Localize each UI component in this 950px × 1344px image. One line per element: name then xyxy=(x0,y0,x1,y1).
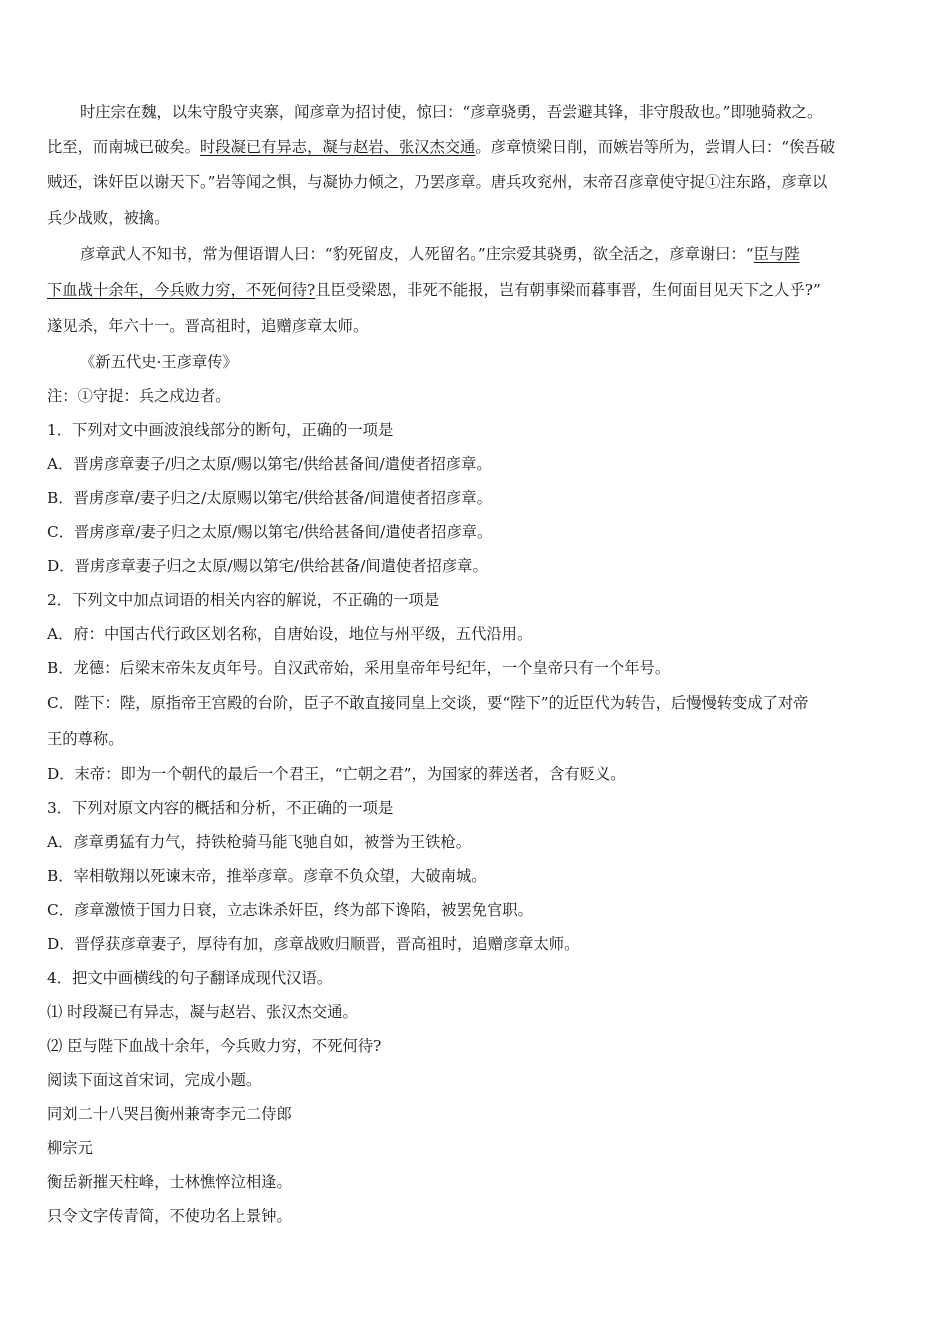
question-2-stem: 2．下列文中加点词语的相关内容的解说，不正确的一项是 xyxy=(47,591,440,609)
question-3-option-c: C．彦章激愤于国力日衰，立志诛杀奸臣，终为部下谗陷，被罢免官职。 xyxy=(47,901,533,919)
passage-note: 注：①守捉：兵之戍边者。 xyxy=(47,387,231,405)
question-1-option-d: D．晋虏彦章妻子归之太原/赐以第宅/供给甚备/间遣使者招彦章。 xyxy=(47,557,488,575)
question-1-option-b: B．晋虏彦章/妻子归之/太原赐以第宅/供给甚备/间遣使者招彦章。 xyxy=(47,489,492,507)
passage-p1-line4: 兵少战败，被擒。 xyxy=(47,209,170,227)
underlined-sentence-1: 时段凝已有异志，凝与赵岩、张汉杰交通 xyxy=(199,138,476,156)
passage-source: 《新五代史·王彦章传》 xyxy=(80,353,238,371)
passage-text: 彦章武人不知书，常为俚语谓人曰：“豹死留皮，人死留名。”庄宗爱其骁勇，欲全活之，彦章谢曰：“ xyxy=(80,245,754,263)
passage-p2-line3: 遂见杀，年六十一。晋高祖时，追赠彦章太师。 xyxy=(47,317,369,335)
question-2-option-c-line2: 王的尊称。 xyxy=(47,730,124,748)
passage-text: 。彦章愤梁日削，而嫉岩等所为，尝谓人曰：“俟吾破 xyxy=(475,138,835,156)
poem-title: 同刘二十八哭吕衡州兼寄李元二侍郎 xyxy=(47,1105,292,1123)
passage-text: 且臣受梁恩，非死不能报，岂有朝事梁而暮事晋，生何面目见天下之人乎?” xyxy=(315,281,821,299)
question-1-option-a: A．晋虏彦章妻子/归之太原/赐以第宅/供给甚备间/遣使者招彦章。 xyxy=(47,455,492,473)
question-2-option-c-line1: C．陛下：陛，原指帝王宫殿的台阶，臣子不敢直接同皇上交谈，要“陛下”的近臣代为转告，后慢慢转变成了对帝 xyxy=(47,694,809,712)
question-3-option-a: A．彦章勇猛有力气，持铁枪骑马能飞驰自如，被誉为王铁枪。 xyxy=(47,833,472,851)
question-4-sentence-2: ⑵ 臣与陛下血战十余年，今兵败力穷，不死何待? xyxy=(47,1037,382,1055)
question-1-option-c: C．晋虏彦章/妻子归之太原/赐以第宅/供给甚备间/遣使者招彦章。 xyxy=(47,523,493,541)
question-4-sentence-1: ⑴ 时段凝已有异志，凝与赵岩、张汉杰交通。 xyxy=(47,1003,358,1021)
underlined-sentence-2-start: 臣与陛 xyxy=(753,245,800,263)
poem-line-2: 只令文字传青简，不使功名上景钟。 xyxy=(47,1207,292,1225)
question-3-option-d: D．晋俘获彦章妻子，厚待有加，彦章战败归顺晋，晋高祖时，追赠彦章太师。 xyxy=(47,935,580,953)
question-2-option-d: D．末帝：即为一个朝代的最后一个君王，“亡朝之君”，为国家的葬送者，含有贬义。 xyxy=(47,765,626,783)
poem-author: 柳宗元 xyxy=(47,1139,93,1157)
passage-p2-line2 xyxy=(47,280,821,300)
poem-intro: 阅读下面这首宋词，完成小题。 xyxy=(47,1071,262,1089)
question-3-option-b: B．宰相敬翔以死谏末帝，推举彦章。彦章不负众望，大破南城。 xyxy=(47,867,487,885)
passage-p1-line2 xyxy=(47,137,835,157)
passage-p1-line3: 贼还，诛奸臣以谢天下。”岩等闻之惧，与凝协力倾之，乃罢彦章。唐兵攻兖州，末帝召彦章使守捉①注东路，彦章以 xyxy=(47,173,828,191)
passage-p2-line1 xyxy=(80,244,800,264)
passage-p1-line1: 时庄宗在魏，以朱守殷守夹寨，闻彦章为招讨使，惊曰：“彦章骁勇，吾尝避其锋，非守殷敌也。”即驰骑救之。 xyxy=(80,103,823,121)
question-2-option-a: A．府：中国古代行政区划名称，自唐始设，地位与州平级，五代沿用。 xyxy=(47,625,533,643)
poem-line-1: 衡岳新摧天柱峰，士林憔悴泣相逢。 xyxy=(47,1173,292,1191)
question-2-option-b: B．龙德：后梁末帝朱友贞年号。自汉武帝始，采用皇帝年号纪年，一个皇帝只有一个年号。 xyxy=(47,659,671,677)
question-1-stem: 1．下列对文中画波浪线部分的断句，正确的一项是 xyxy=(47,421,394,439)
passage-text: 比至，而南城已破矣。 xyxy=(47,138,200,156)
underlined-sentence-2-end: 下血战十余年，今兵败力穷，不死何待? xyxy=(47,281,316,299)
question-3-stem: 3．下列对原文内容的概括和分析，不正确的一项是 xyxy=(47,799,394,817)
question-4-stem: 4．把文中画横线的句子翻译成现代汉语。 xyxy=(47,969,333,987)
